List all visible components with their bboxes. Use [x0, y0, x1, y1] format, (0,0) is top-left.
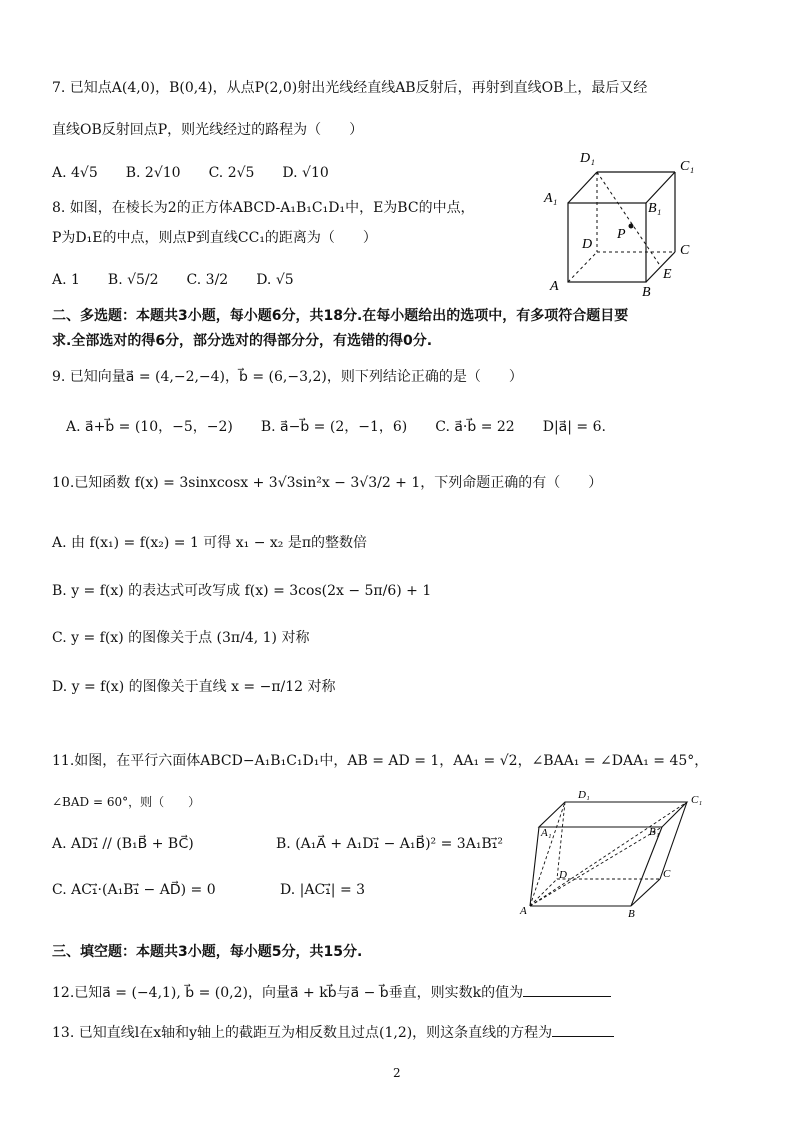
- cube-label-a1: A₁: [544, 191, 558, 206]
- page-number: 2: [393, 1066, 401, 1080]
- q7-options: A. 4√5 B. 2√10 C. 2√5 D. √10: [52, 165, 329, 181]
- cube-label-e: E: [663, 267, 672, 282]
- q11-stem-line2: ∠BAD = 60°，则（ ）: [52, 795, 201, 809]
- q11-option-c: C. AC₁⃗·(A₁B₁⃗ − AD⃗) = 0: [52, 882, 216, 898]
- cube-label-d1: D₁: [580, 151, 595, 166]
- q11-option-d: D. |AC₁⃗| = 3: [280, 882, 366, 898]
- para-label-b1: B₁: [649, 826, 660, 838]
- para-label-c1: C₁: [691, 794, 703, 806]
- cube-figure: [540, 148, 710, 300]
- q13-text: 13. 已知直线l在x轴和y轴上的截距互为相反数且过点(1,2)，则这条直线的方程为: [52, 1025, 553, 1041]
- para-label-a: A: [520, 905, 527, 917]
- q13: [52, 1022, 614, 1042]
- q11-stem-line1: 11.如图，在平行六面体ABCD−A₁B₁C₁D₁中，AB = AD = 1，AA₁ = √2，∠BAA₁ = ∠DAA₁ = 45°，: [52, 753, 709, 769]
- cube-label-c: C: [680, 243, 690, 258]
- q10-option-d: D. y = f(x) 的图像关于直线 x = −π/12 对称: [52, 679, 336, 695]
- cube-label-b1: B₁: [648, 201, 662, 216]
- q10-option-b: B. y = f(x) 的表达式可改写成 f(x) = 3cos(2x − 5π/6) + 1: [52, 583, 432, 599]
- parallelepiped-figure: [515, 785, 715, 920]
- q11-option-a: A. AD₁⃗ // (B₁B⃗ + BC⃗): [52, 836, 194, 852]
- q9-stem: 9. 已知向量a⃗ = (4,−2,−4)，b⃗ = (6,−3,2)，则下列结论正确的是（ ）: [52, 369, 523, 385]
- q10-option-a: A. 由 f(x₁) = f(x₂) = 1 可得 x₁ − x₂ 是π的整数倍: [52, 535, 368, 551]
- q7-stem-line1: 7. 已知点A(4,0)，B(0,4)，从点P(2,0)射出光线经直线AB反射后，再射到直线OB上，最后又经: [52, 80, 648, 96]
- para-label-d: D: [559, 869, 567, 881]
- section2-heading-line1: 二、多选题：本题共3小题，每小题6分，共18分.在每小题给出的选项中，有多项符合题目要: [52, 308, 629, 324]
- q12-answer-blank[interactable]: [523, 982, 611, 997]
- q8-stem-line2: P为D₁E的中点，则点P到直线CC₁的距离为（ ）: [52, 230, 377, 246]
- cube-label-d: D: [582, 237, 593, 252]
- q11-option-b: B. (A₁A⃗ + A₁D₁⃗ − A₁B⃗)² = 3A₁B₁⃗²: [276, 836, 503, 852]
- q8-stem-line1: 8. 如图，在棱长为2的正方体ABCD-A₁B₁C₁D₁中，E为BC的中点，: [52, 200, 475, 216]
- q12: [52, 982, 611, 1002]
- cube-label-c1: C₁: [680, 159, 695, 174]
- q9-options: A. a⃗+b⃗ = (10，−5，−2) B. a⃗−b⃗ = (2，−1，6) C. a⃗·b⃗ = 22 D|a⃗| = 6.: [66, 419, 606, 435]
- q8-options: A. 1 B. √5/2 C. 3/2 D. √5: [52, 272, 294, 288]
- q10-option-c: C. y = f(x) 的图像关于点 (3π/4, 1) 对称: [52, 630, 310, 646]
- para-label-c: C: [663, 868, 671, 880]
- cube-label-b: B: [642, 285, 651, 300]
- para-label-a1: A₁: [541, 827, 552, 839]
- section3-heading: 三、填空题：本题共3小题，每小题5分，共15分.: [52, 944, 363, 960]
- q12-text: 12.已知a⃗ = (−4,1), b⃗ = (0,2)，向量a⃗ + kb⃗与a⃗ − b⃗垂直，则实数k的值为: [52, 985, 524, 1001]
- section2-heading-line2: 求.全部选对的得6分，部分选对的得部分分，有选错的得0分.: [52, 333, 433, 349]
- q10-stem: 10.已知函数 f(x) = 3sinxcosx + 3√3sin²x − 3√3/2 + 1，下列命题正确的有（ ）: [52, 475, 603, 491]
- q7-stem-line2: 直线OB反射回点P，则光线经过的路程为（ ）: [52, 122, 364, 138]
- cube-label-a: A: [550, 279, 559, 294]
- q13-answer-blank[interactable]: [552, 1022, 614, 1037]
- cube-label-p: P: [617, 227, 626, 242]
- para-label-b: B: [628, 908, 635, 920]
- para-label-d1: D₁: [578, 789, 590, 801]
